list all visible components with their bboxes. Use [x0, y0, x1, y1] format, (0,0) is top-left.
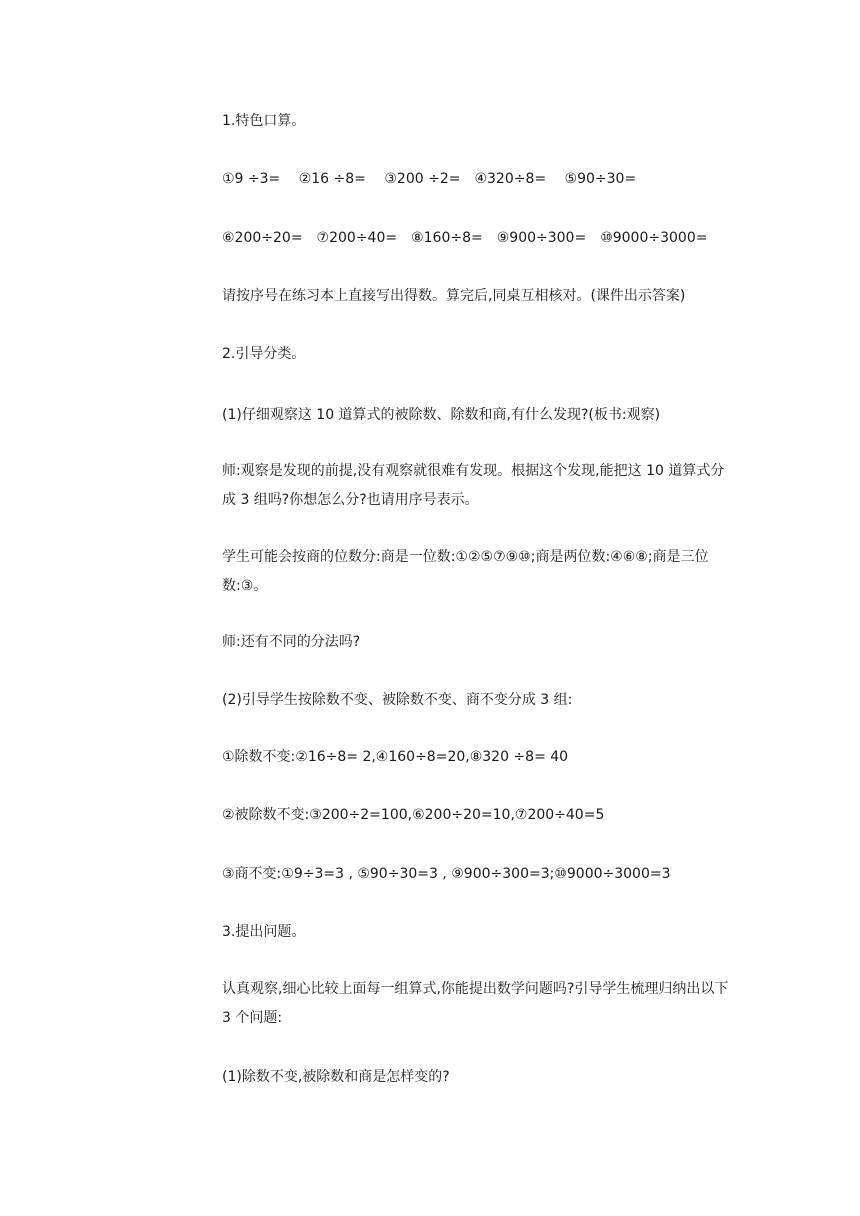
- group-dividend-constant: ②被除数不变:③200÷2=100,⑥200÷20=10,⑦200÷40=5: [222, 807, 605, 823]
- heading-oral-calculation: 1.特色口算。: [222, 113, 306, 129]
- teacher-prompt-grouping: 师:观察是发现的前提,没有观察就很难有发现。根据这个发现,能把这 10 道算式分成 3 组吗?你想怎么分?也请用序号表示。: [222, 463, 725, 508]
- group-quotient-constant: ③商不变:①9÷3=3 , ⑤90÷30=3 , ⑨900÷300=3;⑩9000÷3000=3: [222, 866, 671, 882]
- student-grouping-answer: 学生可能会按商的位数分:商是一位数:①②⑤⑦⑨⑩;商是两位数:④⑥⑧;商是三位数:③。: [222, 549, 709, 594]
- exercise-row-2: ⑥200÷20= ⑦200÷40= ⑧160÷8= ⑨900÷300= ⑩9000÷3000=: [222, 230, 708, 246]
- heading-ask-questions: 3.提出问题。: [222, 924, 306, 940]
- instruction-paragraph: 请按序号在练习本上直接写出得数。算完后,同桌互相核对。(课件出示答案): [222, 288, 686, 304]
- question-1: (1)除数不变,被除数和商是怎样变的?: [222, 1069, 450, 1085]
- exercise-row-1: ①9 ÷3= ②16 ÷8= ③200 ÷2= ④320÷8= ⑤90÷30=: [222, 171, 637, 187]
- observation-prompt: 认真观察,细心比较上面每一组算式,你能提出数学问题吗?引导学生梳理归纳出以下 3 个问题:: [222, 981, 729, 1026]
- observe-question: (1)仔细观察这 10 道算式的被除数、除数和商,有什么发现?(板书:观察): [222, 407, 661, 423]
- group-divisor-constant: ①除数不变:②16÷8= 2,④160÷8=20,⑧320 ÷8= 40: [222, 749, 569, 765]
- teacher-followup: 师:还有不同的分法吗?: [222, 634, 361, 650]
- group-instruction: (2)引导学生按除数不变、被除数不变、商不变分成 3 组:: [222, 692, 573, 708]
- heading-classification: 2.引导分类。: [222, 346, 306, 362]
